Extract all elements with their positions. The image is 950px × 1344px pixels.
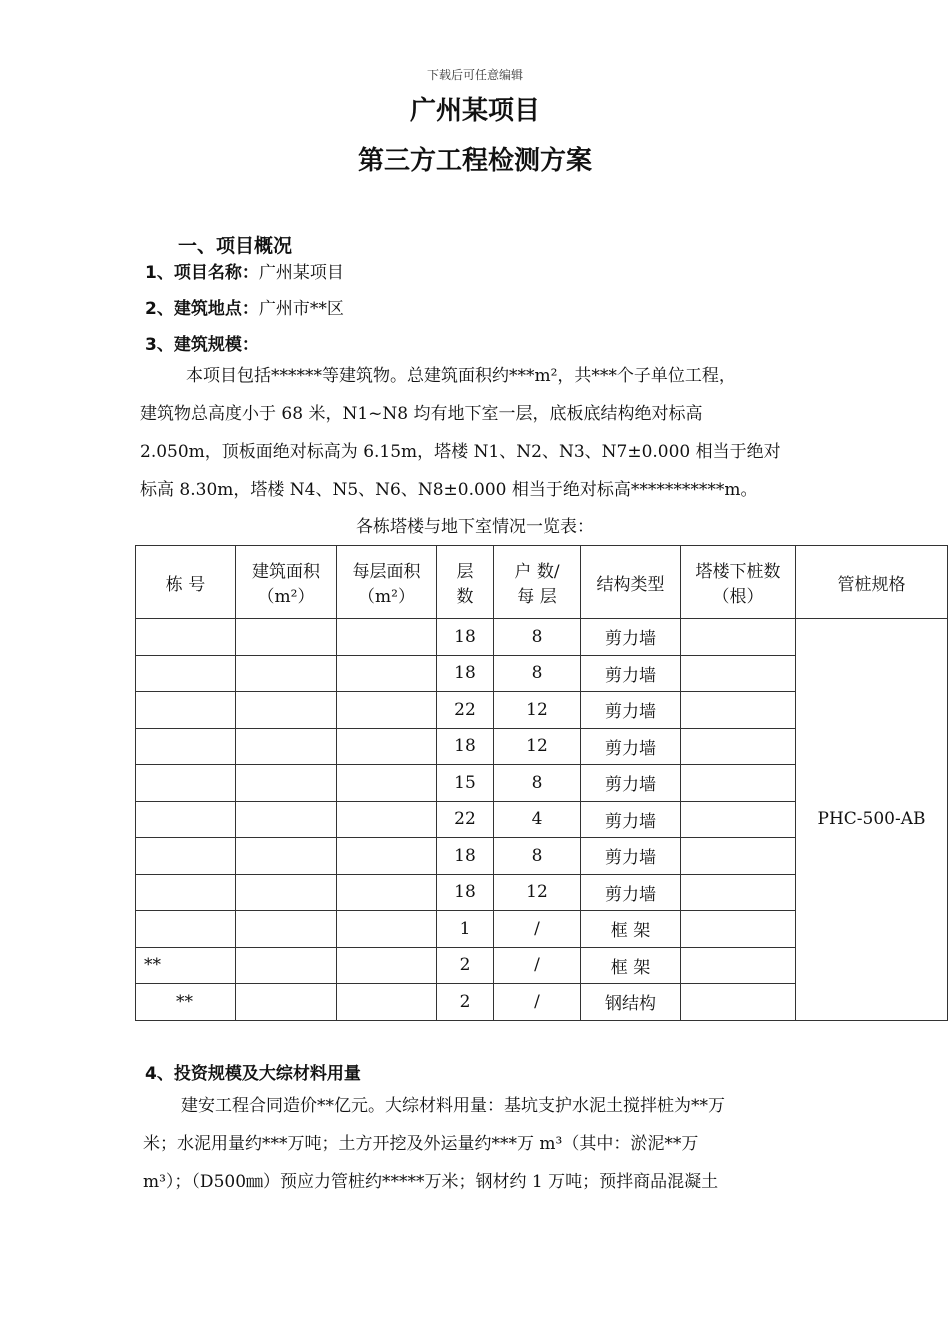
table-cell [136,692,236,729]
table-cell [236,801,337,838]
table-cell: 4 [494,801,581,838]
table-cell [136,655,236,692]
table-cell: 框 架 [581,947,681,984]
header-floor-area [236,546,337,619]
section-heading-overview: 一、项目概况 [178,235,293,257]
table-cell [681,692,796,729]
table-cell [681,728,796,765]
table-cell [236,874,337,911]
header-units-per-floor [494,546,581,619]
table-cell: 剪力墙 [581,728,681,765]
table-cell: / [494,911,581,948]
table-cell: 2 [437,947,494,984]
header-building-no: 栋 号 [136,546,236,619]
table-cell: 剪力墙 [581,655,681,692]
table-cell: 剪力墙 [581,801,681,838]
table-cell [337,874,437,911]
location-label: 2、建筑地点： [145,299,259,319]
paragraph-line: 本项目包括******等建筑物。总建筑面积约***m²，共***个子单位工程， [186,366,736,386]
table-cell: 8 [494,838,581,875]
paragraph-line: m³）；（D500㎜）预应力管桩约*****万米；钢材约 1 万吨；预拌商品混凝土 [143,1172,719,1192]
table-cell [681,838,796,875]
project-name-line [145,258,344,283]
table-cell [681,984,796,1021]
header-line: 每 层 [517,587,557,607]
table-cell: 18 [437,655,494,692]
project-name-value: 广州某项目 [258,263,344,283]
table-cell: 剪力墙 [581,692,681,729]
table-cell [236,619,337,656]
header-line: 每层面积 [352,562,421,582]
scale-label: 3、建筑规模： [145,335,259,355]
document-subtitle: 第三方工程检测方案 [357,146,592,176]
table-cell [236,765,337,802]
table-cell: 8 [494,765,581,802]
table-cell [136,874,236,911]
paragraph-line: 米；水泥用量约***万吨；土方开挖及外运量约***万 m³（其中：淤泥**万 [143,1134,699,1154]
header-line: 建筑面积 [252,562,320,582]
table-cell [236,655,337,692]
table-cell [136,838,236,875]
header-pile-spec: 管桩规格 [796,546,948,619]
table-cell [337,911,437,948]
table-cell [136,765,236,802]
table-cell: 剪力墙 [581,619,681,656]
paragraph-line: 标高 8.30m，塔楼 N4、N5、N6、N8±0.000 相当于绝对标高***********m。 [140,480,758,500]
document-title: 广州某项目 [409,96,540,126]
table-cell: / [494,947,581,984]
table-cell [337,947,437,984]
header-line: 户 数/ [514,562,560,582]
header-line: （m²） [257,587,315,607]
table-cell: 框 架 [581,911,681,948]
table-cell: 18 [437,874,494,911]
table-cell [337,655,437,692]
table-cell: 剪力墙 [581,765,681,802]
table-cell [136,911,236,948]
header-line: 数 [456,587,474,607]
table-cell [236,838,337,875]
table-cell [337,692,437,729]
scale-line [145,330,259,355]
table-cell: 22 [437,692,494,729]
table-cell [136,801,236,838]
table-row [136,619,948,656]
table-cell: 剪力墙 [581,874,681,911]
project-name-label: 1、项目名称： [145,263,259,283]
table-cell: 15 [437,765,494,802]
header-line: （根） [712,587,764,607]
header-structure-type: 结构类型 [581,546,681,619]
header-area-per-floor [337,546,437,619]
table-cell [337,801,437,838]
table-cell: 22 [437,801,494,838]
table-cell: 18 [437,619,494,656]
header-floors [437,546,494,619]
table-cell [337,765,437,802]
table-cell: 12 [494,692,581,729]
table-cell: 2 [437,984,494,1021]
location-value: 广州市**区 [258,299,344,319]
table-cell [236,728,337,765]
header-note: 下载后可任意编辑 [426,68,523,82]
overview-paragraph [140,357,808,509]
table-cell: 18 [437,838,494,875]
table-cell [236,692,337,729]
table-cell: ** [136,984,236,1021]
table-cell [337,728,437,765]
table-cell [236,984,337,1021]
location-line [145,294,344,319]
table-cell [681,947,796,984]
header-line: 塔楼下桩数 [695,562,781,582]
table-cell [681,911,796,948]
table-cell [681,874,796,911]
table-cell [681,655,796,692]
table-cell: 剪力墙 [581,838,681,875]
table-cell: ** [136,947,236,984]
table-cell: 8 [494,655,581,692]
building-table [135,545,948,1021]
investment-paragraph [143,1087,808,1201]
section-heading-investment: 4、投资规模及大综材料用量 [145,1064,361,1084]
paragraph-line: 2.050m，顶板面绝对标高为 6.15m，塔楼 N1、N2、N3、N7±0.000 相当于绝对 [140,442,781,462]
table-cell [337,838,437,875]
table-cell [337,619,437,656]
table-cell [136,728,236,765]
table-cell: 钢结构 [581,984,681,1021]
header-line: （m²） [358,587,415,607]
paragraph-line: 建安工程合同造价**亿元。大综材料用量：基坑支护水泥土搅拌桩为**万 [181,1096,725,1116]
table-cell [337,984,437,1021]
table-cell: 12 [494,728,581,765]
table-cell [236,911,337,948]
table-cell [681,765,796,802]
table-cell: 12 [494,874,581,911]
table-cell: 8 [494,619,581,656]
table-header-row [136,546,948,619]
table-cell: 1 [437,911,494,948]
header-line: 层 [456,562,474,582]
table-caption: 各栋塔楼与地下室情况一览表： [356,517,594,537]
table-cell [681,619,796,656]
table-cell [681,801,796,838]
table-cell [236,947,337,984]
table-cell: 18 [437,728,494,765]
header-pile-count [681,546,796,619]
table-cell [136,619,236,656]
table-cell: / [494,984,581,1021]
pile-spec-cell: PHC-500-AB [796,619,948,1021]
paragraph-line: 建筑物总高度小于 68 米，N1~N8 均有地下室一层，底板底结构绝对标高 [140,404,703,424]
